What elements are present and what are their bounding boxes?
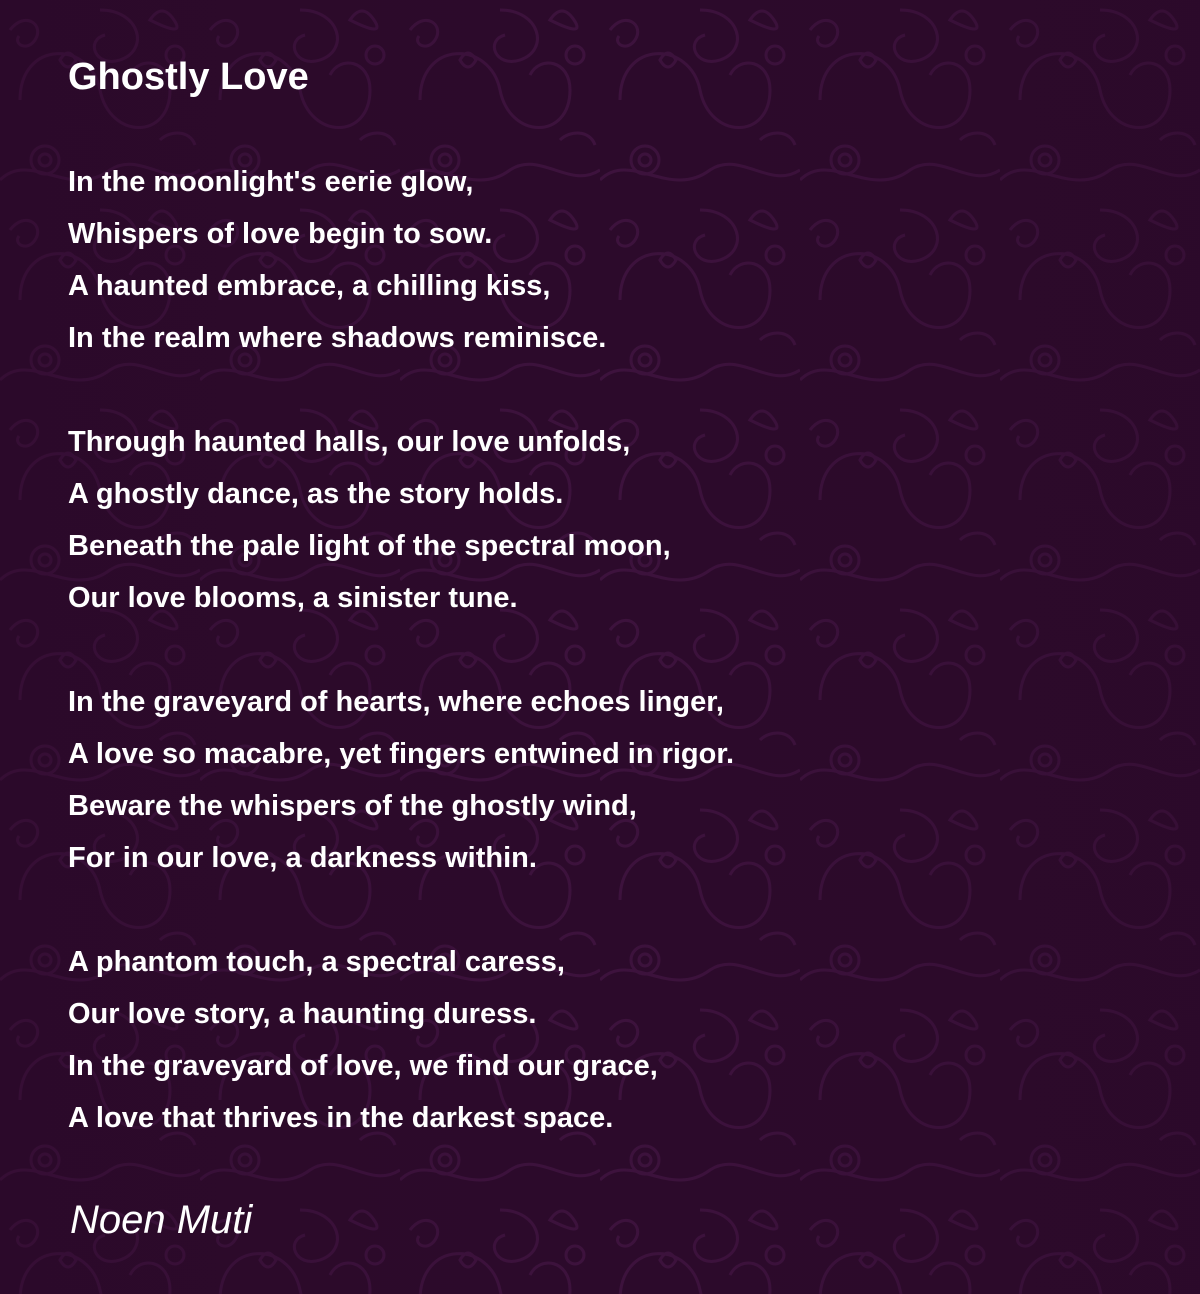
poem-line: In the graveyard of hearts, where echoes linger, [68, 686, 724, 718]
poem-line: In the graveyard of love, we find our grace, [68, 1050, 658, 1082]
poem-line: Beware the whispers of the ghostly wind, [68, 790, 637, 822]
poem-title: Ghostly Love [68, 56, 309, 98]
poem-line: Whispers of love begin to sow. [68, 218, 493, 250]
poem-line: In the moonlight's eerie glow, [68, 166, 474, 198]
poem-line: Through haunted halls, our love unfolds, [68, 426, 631, 458]
poem-line: For in our love, a darkness within. [68, 842, 537, 874]
poem-line: A ghostly dance, as the story holds. [68, 478, 564, 510]
stanza-1 [68, 156, 734, 364]
poem-line: Our love blooms, a sinister tune. [68, 582, 518, 614]
poem-line: A phantom touch, a spectral caress, [68, 946, 565, 978]
stanza-4 [68, 936, 734, 1144]
poem-line: In the realm where shadows reminisce. [68, 322, 607, 354]
poem-line: A haunted embrace, a chilling kiss, [68, 270, 551, 302]
poem-line: A love so macabre, yet fingers entwined in rigor. [68, 738, 735, 770]
poem-line: Our love story, a haunting duress. [68, 998, 537, 1030]
poem-body [68, 156, 734, 1196]
stanza-2 [68, 416, 734, 624]
poem-line: Beneath the pale light of the spectral moon, [68, 530, 671, 562]
stanza-3 [68, 676, 734, 884]
poem-line: A love that thrives in the darkest space. [68, 1102, 614, 1134]
poem-author: Noen Muti [70, 1198, 253, 1242]
